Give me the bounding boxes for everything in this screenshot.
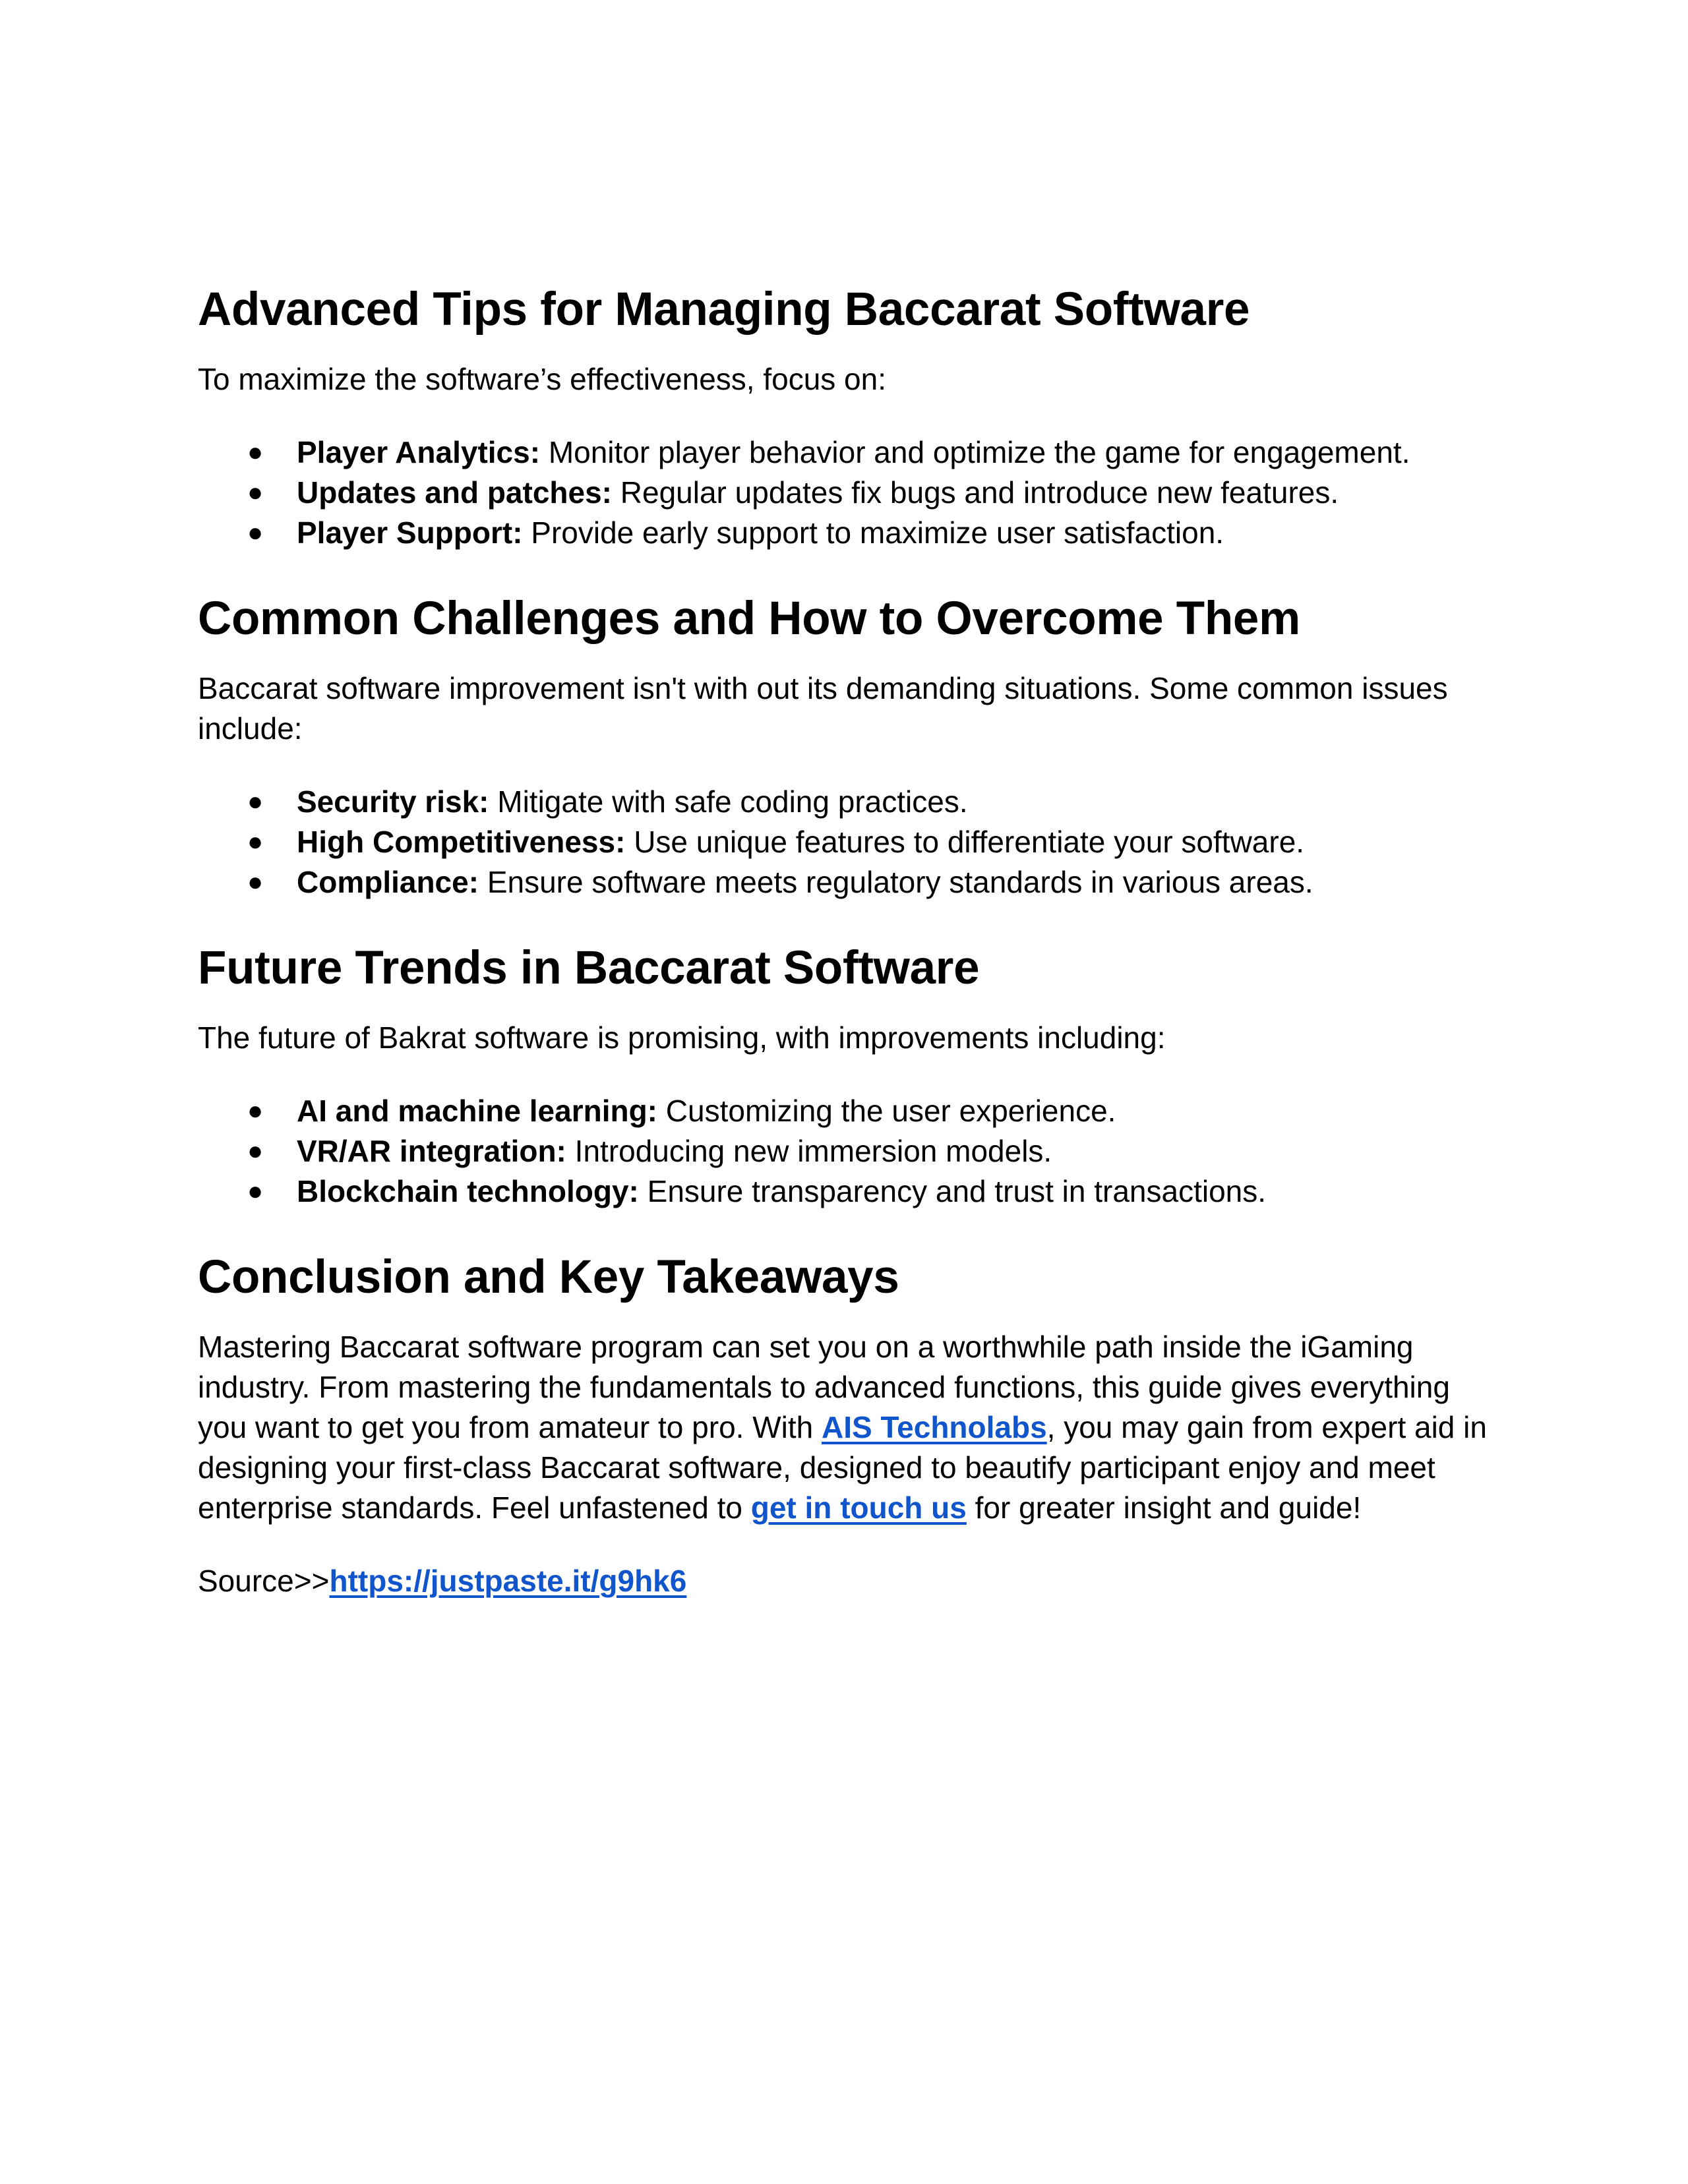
section-intro: The future of Bakrat software is promising, with improvements including: <box>198 1020 1166 1055</box>
list-item-text: Customizing the user experience. <box>657 1094 1116 1128</box>
bullet-icon: ● <box>247 1096 264 1125</box>
list-item <box>198 1131 1493 1171</box>
list-item <box>198 822 1493 862</box>
ais-technolabs-link[interactable]: AIS Technolabs <box>822 1410 1047 1444</box>
list-item-text: Introducing new immersion models. <box>566 1134 1052 1168</box>
bullet-icon: ● <box>247 1136 264 1166</box>
list-item-text: Use unique features to differentiate your software. <box>625 825 1305 859</box>
bullet-icon: ● <box>247 827 264 856</box>
conclusion-text: Mastering Baccarat software program can set you on a worthwhile path inside the iGaming industry. From mastering the fundamentals to advanced functions, this guide gives everything you want to get you from amateur to pro. With <box>198 1330 1450 1444</box>
list-item <box>198 1091 1493 1131</box>
bullet-icon: ● <box>247 868 264 897</box>
section-intro: To maximize the software’s effectiveness, focus on: <box>198 362 887 396</box>
list-item-term: Player Support: <box>297 516 523 550</box>
source-line <box>198 1561 1493 1601</box>
conclusion-text: for greater insight and guide! <box>966 1490 1362 1525</box>
list-item <box>198 432 1493 473</box>
source-label: Source>> <box>198 1564 330 1598</box>
list-item <box>198 473 1493 513</box>
list-item-term: Player Analytics: <box>297 435 541 469</box>
source-url-link[interactable]: https://justpaste.it/g9hk6 <box>329 1564 687 1598</box>
list-item-text: Mitigate with safe coding practices. <box>489 784 968 819</box>
bullet-list <box>198 1091 1493 1212</box>
list-item-term: Security risk: <box>297 784 489 819</box>
list-item <box>198 513 1493 553</box>
section-heading-future-trends: Future Trends in Baccarat Software <box>198 942 980 994</box>
list-item-text: Regular updates fix bugs and introduce new features. <box>612 475 1339 510</box>
list-item-text: Ensure software meets regulatory standards in various areas. <box>479 865 1313 899</box>
bullet-icon: ● <box>247 518 264 547</box>
conclusion-text: , you may gain from expert aid in designing your first-class Baccarat software, designed to beautify participant enjoy and meet enterprise standards. Feel unfastened to <box>198 1410 1487 1525</box>
list-item-term: AI and machine learning: <box>297 1094 657 1128</box>
list-item-term: Compliance: <box>297 865 479 899</box>
document-body <box>198 277 1493 1634</box>
bullet-icon: ● <box>247 478 264 507</box>
bullet-icon: ● <box>247 1177 264 1206</box>
bullet-icon: ● <box>247 438 264 467</box>
section-heading-common-challenges: Common Challenges and How to Overcome Them <box>198 593 1300 645</box>
section-heading-advanced-tips: Advanced Tips for Managing Baccarat Software <box>198 283 1250 336</box>
list-item <box>198 862 1493 902</box>
list-item-text: Provide early support to maximize user satisfaction. <box>522 516 1224 550</box>
list-item-term: VR/AR integration: <box>297 1134 566 1168</box>
section-intro: Baccarat software improvement isn't with out its demanding situations. Some common issues include: <box>198 671 1448 746</box>
bullet-list <box>198 782 1493 902</box>
bullet-icon: ● <box>247 787 264 816</box>
bullet-list <box>198 432 1493 553</box>
list-item <box>198 1171 1493 1212</box>
section-heading-conclusion: Conclusion and Key Takeaways <box>198 1251 899 1303</box>
get-in-touch-link[interactable]: get in touch us <box>750 1490 967 1525</box>
list-item-term: High Competitiveness: <box>297 825 626 859</box>
conclusion-paragraph <box>198 1327 1493 1528</box>
list-item-term: Updates and patches: <box>297 475 612 510</box>
list-item-text: Ensure transparency and trust in transactions. <box>638 1174 1267 1208</box>
list-item-term: Blockchain technology: <box>297 1174 639 1208</box>
list-item-text: Monitor player behavior and optimize the game for engagement. <box>540 435 1410 469</box>
list-item <box>198 782 1493 822</box>
